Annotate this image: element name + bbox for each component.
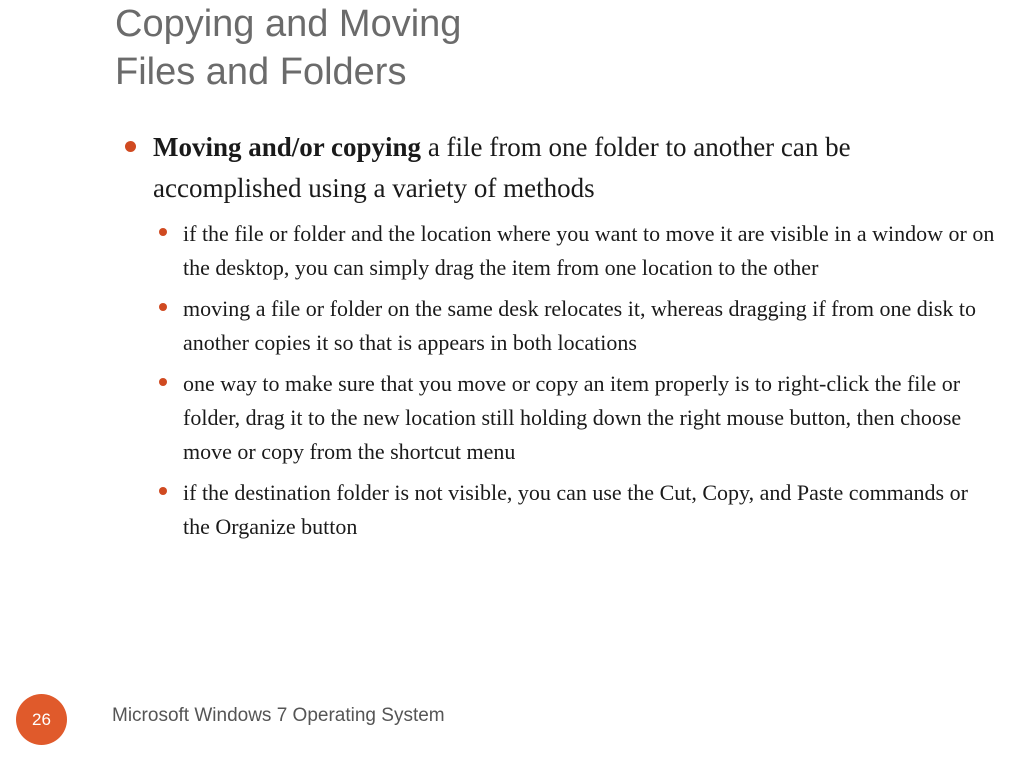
slide-content xyxy=(125,127,995,551)
page-number: 26 xyxy=(32,709,51,729)
main-bullet-text: a file from one folder to another can be accomplished using a variety of methods xyxy=(153,132,851,203)
slide-title xyxy=(115,0,975,96)
slide-title-line-2: Files and Folders xyxy=(115,51,407,93)
bullet-dot-icon xyxy=(159,378,167,386)
page-number-badge xyxy=(16,694,67,745)
bullet-dot-icon xyxy=(159,228,167,236)
sub-bullet-text: moving a file or folder on the same desk relocates it, whereas dragging if from one disk to another copies it so that is appears in both locations xyxy=(183,296,976,355)
footer-text: Microsoft Windows 7 Operating System xyxy=(112,705,445,726)
sub-bullet xyxy=(125,476,995,544)
sub-bullet xyxy=(125,217,995,285)
sub-bullet-text: if the destination folder is not visible, you can use the Cut, Copy, and Paste commands or the Organize button xyxy=(183,480,968,539)
bullet-dot-icon xyxy=(159,303,167,311)
bullet-dot-icon xyxy=(159,487,167,495)
slide-title-line-1: Copying and Moving xyxy=(115,3,462,45)
sub-bullet-list xyxy=(125,217,995,544)
sub-bullet-text: if the file or folder and the location where you want to move it are visible in a window or on the desktop, you can simply drag the item from one location to the other xyxy=(183,221,995,280)
main-bullet xyxy=(125,127,995,209)
bullet-dot-icon xyxy=(125,141,136,152)
sub-bullet xyxy=(125,367,995,469)
sub-bullet-text: one way to make sure that you move or copy an item properly is to right-click the file or folder, drag it to the new location still holding down the right mouse button, then choose move or copy from the shortcut menu xyxy=(183,371,962,464)
sub-bullet xyxy=(125,292,995,360)
main-bullet-bold: Moving and/or copying xyxy=(153,132,422,162)
